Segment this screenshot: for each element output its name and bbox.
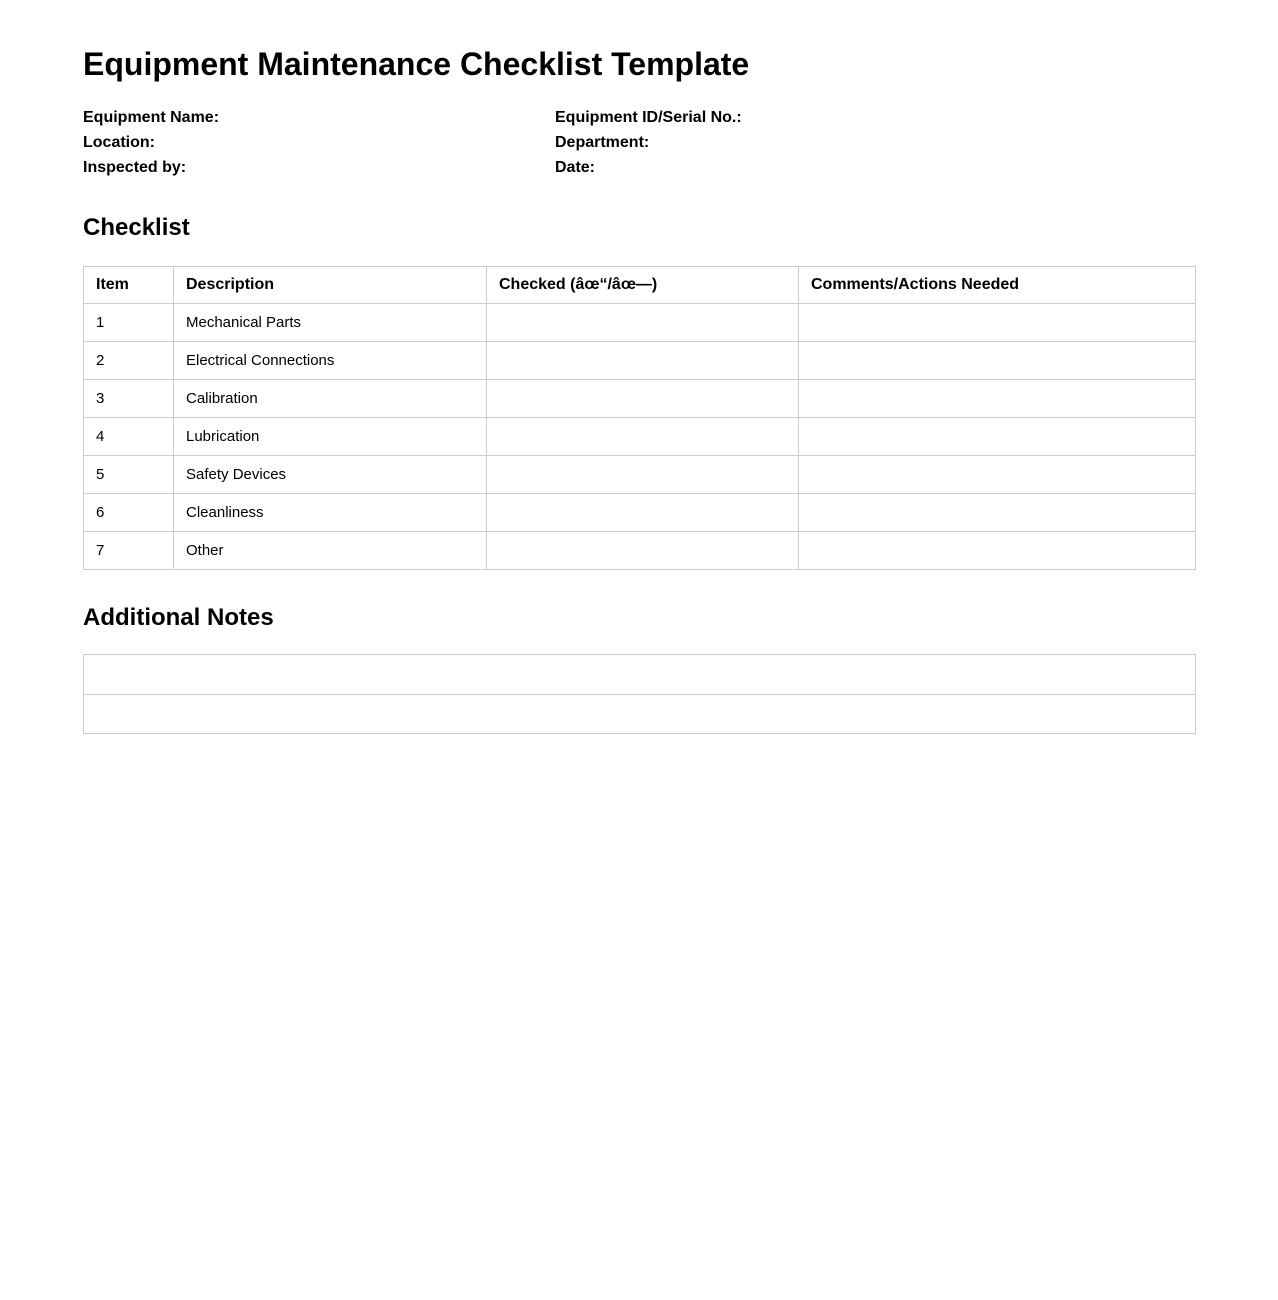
page-title: Equipment Maintenance Checklist Template bbox=[83, 46, 750, 82]
description-cell: Cleanliness bbox=[174, 494, 487, 532]
item-cell: 3 bbox=[84, 380, 174, 418]
description-column-header: Description bbox=[174, 267, 487, 304]
description-cell: Safety Devices bbox=[174, 456, 487, 494]
comments-cell bbox=[799, 456, 1196, 494]
item-column-header: Item bbox=[84, 267, 174, 304]
checked-cell bbox=[487, 342, 799, 380]
table-row bbox=[84, 418, 1196, 456]
additional-notes-heading: Additional Notes bbox=[83, 604, 274, 631]
department-label: Department: bbox=[555, 134, 650, 151]
item-cell: 4 bbox=[84, 418, 174, 456]
table-row bbox=[84, 380, 1196, 418]
checked-cell bbox=[487, 418, 799, 456]
comments-cell bbox=[799, 380, 1196, 418]
checked-cell bbox=[487, 494, 799, 532]
table-row bbox=[84, 532, 1196, 570]
location-label: Location: bbox=[83, 134, 155, 151]
metadata-section bbox=[83, 105, 1196, 180]
checked-cell bbox=[487, 532, 799, 570]
checked-cell bbox=[487, 380, 799, 418]
checked-column-header: Checked (âœ“/âœ—) bbox=[487, 267, 799, 304]
equipment-id-label: Equipment ID/Serial No.: bbox=[555, 109, 742, 126]
table-row bbox=[84, 304, 1196, 342]
checked-cell bbox=[487, 304, 799, 342]
item-cell: 1 bbox=[84, 304, 174, 342]
inspected-by-label: Inspected by: bbox=[83, 159, 187, 176]
description-cell: Mechanical Parts bbox=[174, 304, 487, 342]
description-cell: Electrical Connections bbox=[174, 342, 487, 380]
description-cell: Other bbox=[174, 532, 487, 570]
comments-cell bbox=[799, 342, 1196, 380]
table-row bbox=[84, 456, 1196, 494]
comments-cell bbox=[799, 532, 1196, 570]
checklist-table bbox=[83, 266, 1196, 570]
table-header-row bbox=[84, 267, 1196, 304]
metadata-left-column bbox=[83, 105, 555, 180]
item-cell: 7 bbox=[84, 532, 174, 570]
notes-row bbox=[84, 655, 1195, 694]
notes-row bbox=[84, 694, 1195, 733]
comments-cell bbox=[799, 494, 1196, 532]
comments-cell bbox=[799, 418, 1196, 456]
table-row bbox=[84, 342, 1196, 380]
description-cell: Lubrication bbox=[174, 418, 487, 456]
item-cell: 5 bbox=[84, 456, 174, 494]
metadata-right-column bbox=[555, 105, 1196, 180]
equipment-name-label: Equipment Name: bbox=[83, 109, 220, 126]
table-row bbox=[84, 494, 1196, 532]
checklist-heading: Checklist bbox=[83, 214, 190, 241]
item-cell: 2 bbox=[84, 342, 174, 380]
date-label: Date: bbox=[555, 159, 596, 176]
item-cell: 6 bbox=[84, 494, 174, 532]
comments-column-header: Comments/Actions Needed bbox=[799, 267, 1196, 304]
checked-cell bbox=[487, 456, 799, 494]
description-cell: Calibration bbox=[174, 380, 487, 418]
additional-notes-box bbox=[83, 654, 1196, 734]
comments-cell bbox=[799, 304, 1196, 342]
